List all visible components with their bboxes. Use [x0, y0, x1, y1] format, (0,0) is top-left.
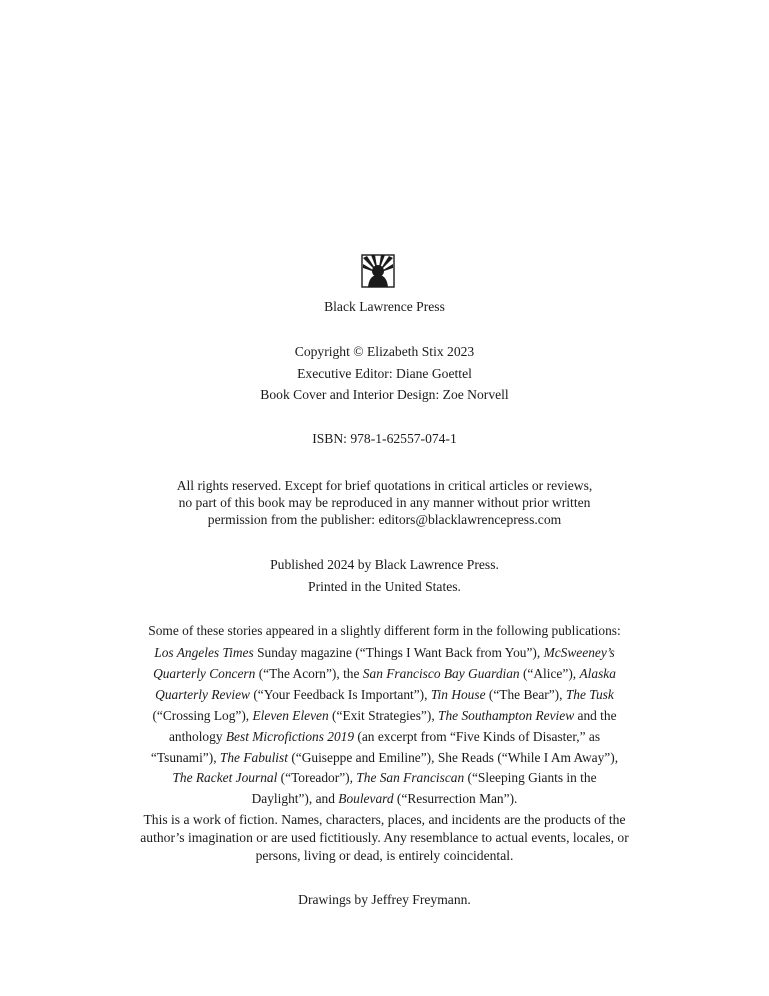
- publisher-name: Black Lawrence Press: [324, 299, 445, 314]
- publication-title: San Francisco Bay Guardian: [362, 665, 520, 681]
- publisher-logo: [361, 254, 395, 288]
- publication-title: Boulevard: [338, 791, 394, 807]
- design-credit-line: Book Cover and Interior Design: Zoe Norvell: [260, 387, 509, 402]
- publication-details: (“Exit Strategies”),: [328, 707, 439, 723]
- disclaimer-line-3: persons, living or dead, is entirely coincidental.: [255, 848, 514, 863]
- rights-line-1: All rights reserved. Except for brief quotations in critical articles or reviews,: [176, 478, 593, 493]
- publication-title: Alaska Quarterly Review: [155, 665, 616, 702]
- isbn-line: ISBN: 978-1-62557-074-1: [312, 431, 457, 446]
- publication-details: (“Toreador”),: [277, 770, 357, 786]
- publication-details: and the anthology: [168, 707, 617, 744]
- publication-title: Tin House: [430, 686, 486, 702]
- publication-details: (“Crossing Log”),: [152, 707, 253, 723]
- publication-details: (“Guiseppe and Emiline”), She Reads (“While I Am Away”),: [287, 749, 619, 765]
- disclaimer-line-1: This is a work of fiction. Names, characters, places, and incidents are the products of the: [143, 812, 626, 827]
- publication-title: The San Franciscan: [356, 770, 465, 786]
- prior-publications-text: [145, 643, 624, 810]
- published-line: Published 2024 by Black Lawrence Press.: [270, 557, 499, 572]
- publication-title: Eleven Eleven: [252, 707, 329, 723]
- publication-details: (“The Acorn”), the: [255, 665, 363, 681]
- publication-title: McSweeney’s Quarterly Concern: [153, 645, 615, 681]
- publication-details: (an excerpt from “Five Kinds of Disaster,” as “Tsunami”),: [150, 728, 601, 765]
- copyright-line: Copyright © Elizabeth Stix 2023: [294, 344, 475, 359]
- publication-title: Best Microfictions 2019: [225, 728, 355, 744]
- publication-details: (“Alice”),: [519, 665, 580, 681]
- publication-title: Los Angeles Times: [154, 645, 254, 660]
- publication-title: The Fabulist: [219, 749, 288, 765]
- publication-title: The Southampton Review: [438, 707, 575, 723]
- disclaimer-line-2: author’s imagination or are used fictitiously. Any resemblance to actual events, locales, or: [140, 830, 629, 845]
- sunburst-figure-logo-icon: [361, 254, 395, 288]
- rights-line-2: no part of this book may be reproduced in any manner without prior written: [178, 495, 591, 510]
- publication-details: (“Resurrection Man”).: [393, 791, 518, 807]
- publication-details: (“Your Feedback Is Important”),: [249, 686, 431, 702]
- publication-details: Sunday magazine (“Things I Want Back from You”),: [253, 645, 544, 660]
- publication-details: (“The Bear”),: [485, 686, 566, 702]
- rights-line-3: permission from the publisher: editors@blacklawrencepress.com: [207, 512, 562, 527]
- prior-publications-list: [145, 643, 624, 810]
- executive-editor-line: Executive Editor: Diane Goettel: [297, 366, 472, 381]
- prior-publications-intro: Some of these stories appeared in a slightly different form in the following publications:: [148, 623, 621, 638]
- printed-line: Printed in the United States.: [308, 579, 461, 594]
- publication-details: (“Sleeping Giants in the Daylight”), and: [251, 770, 597, 807]
- drawings-credit: Drawings by Jeffrey Freymann.: [298, 892, 471, 907]
- publication-title: The Tusk: [565, 686, 614, 702]
- publication-title: The Racket Journal: [172, 770, 278, 786]
